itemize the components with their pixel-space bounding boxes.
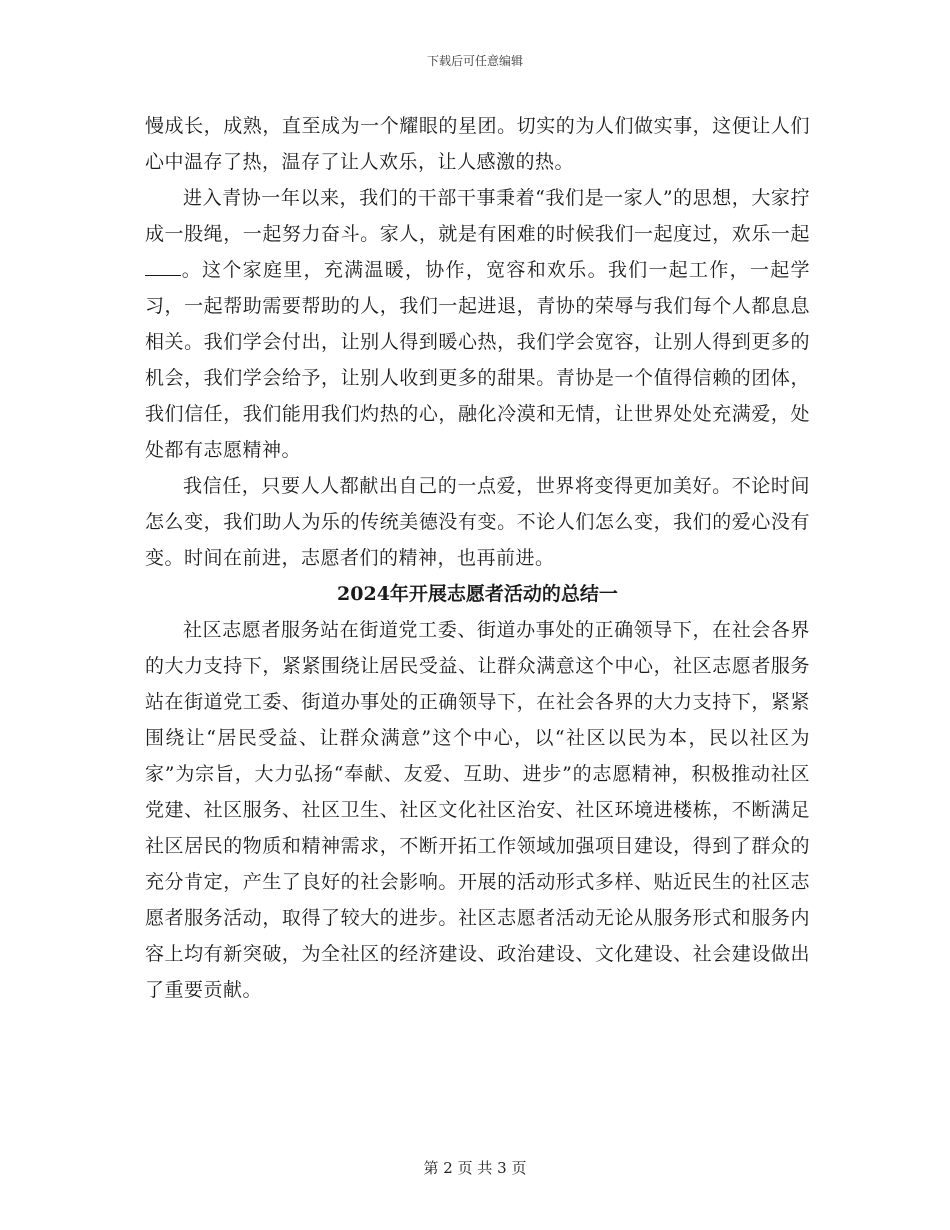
paragraph-family-part1: 进入青协一年以来，我们的干部干事秉着“我们是一家人”的思想，大家拧成一股绳，一起努力奋斗。家人，就是有困难的时候我们一起度过，欢乐一起 [145,187,810,245]
page-number: 第 2 页 共 3 页 [423,1159,527,1177]
fill-in-blank [145,257,181,276]
paragraph-continued: 慢成长，成熟，直至成为一个耀眼的星团。切实的为人们做实事，这便让人们心中温存了热，温存了让人欢乐，让人感激的热。 [145,115,810,173]
section-body: 社区志愿者服务站在街道党工委、街道办事处的正确领导下，在社会各界的大力支持下，紧紧围绕让居民受益、让群众满意这个中心，社区志愿者服务站在街道党工委、街道办事处的正确领导下，在社会各界的大力支持下，紧紧围绕让“居民受益、让群众满意”这个中心，以“社区以民为本，民以社区为家”为宗旨，大力弘扬“奉献、友爱、互助、进步”的志愿精神，积极推动社区党建、社区服务、社区卫生、社区文化社区治安、社区环境进楼栋，不断满足社区居民的物质和精神需求，不断开拓工作领域加强项目建设，得到了群众的充分肯定，产生了良好的社会影响。开展的活动形式多样、贴近民生的社区志愿者服务活动，取得了较大的进步。社区志愿者活动无论从服务形式和服务内容上均有新突破，为全社区的经济建设、政治建设、文化建设、社会建设做出了重要贡献。 [145,619,810,1001]
paragraph-belief: 我信任，只要人人都献出自己的一点爱，世界将变得更加美好。不论时间怎么变，我们助人为乐的传统美德没有变。不论人们怎么变，我们的爱心没有变。时间在前进，志愿者们的精神，也再前进。 [145,475,810,569]
document-body [145,108,810,1008]
paragraph-family-part2: 。这个家庭里，充满温暖，协作，宽容和欢乐。我们一起工作，一起学习，一起帮助需要帮助的人，我们一起进退，青协的荣辱与我们每个人都息息相关。我们学会付出，让别人得到暖心热，我们学会宽容，让别人得到更多的机会，我们学会给予，让别人收到更多的甜果。青协是一个值得信赖的团体，我们信任，我们能用我们灼热的心，融化冷漠和无情，让世界处处充满爱，处处都有志愿精神。 [145,259,810,461]
page-header-note: 下载后可任意编辑 [426,54,523,68]
section-heading: 2024年开展志愿者活动的总结一 [337,583,618,605]
paragraph-family [145,180,810,468]
